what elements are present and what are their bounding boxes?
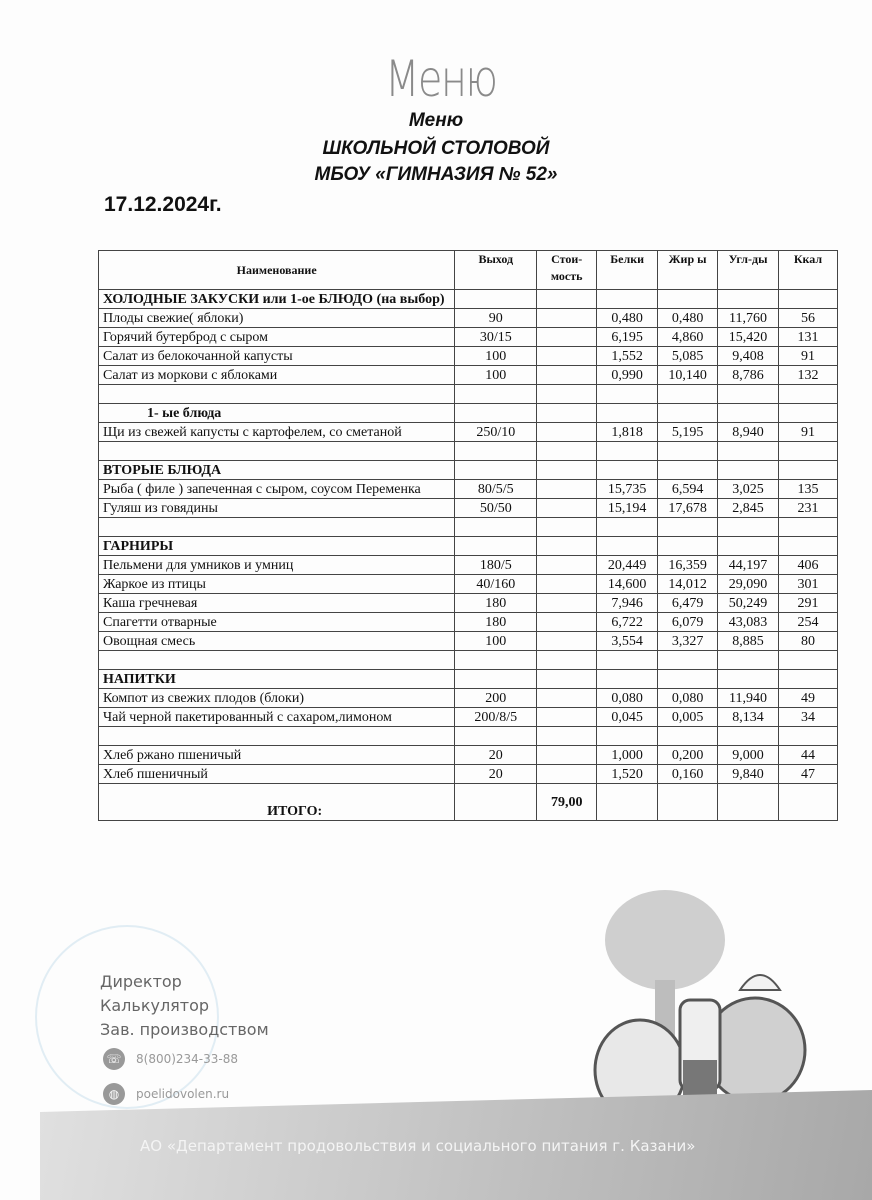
website: poelidovolen.ru [136,1087,230,1101]
table-row [99,461,838,480]
cell-out [455,518,537,537]
cell-f [658,651,718,670]
cell-k: 91 [779,347,838,366]
cell-f: 5,085 [658,347,718,366]
cell-out: 180 [455,613,537,632]
cell-c: 50,249 [718,594,779,613]
handwritten-title: Меню [385,50,497,108]
table-row [99,689,838,708]
table-row [99,746,838,765]
cell-cost [537,613,597,632]
dish-name [99,385,455,404]
cell-cost [537,442,597,461]
cell-f: 6,079 [658,613,718,632]
dish-name: Каша гречневая [99,594,455,613]
cell-c: 29,090 [718,575,779,594]
cell-k [779,518,838,537]
cell-out: 100 [455,632,537,651]
cell-cost [537,727,597,746]
phone-number: 8(800)234-33-88 [136,1052,239,1066]
menu-date: 17.12.2024г. [104,193,222,216]
cell-cost [537,556,597,575]
column-header: Наименование [99,251,455,290]
table-row [99,613,838,632]
cell-k [779,290,838,309]
cell-k: 301 [779,575,838,594]
cell-p: 6,722 [597,613,658,632]
cell-out [455,461,537,480]
total-label: ИТОГО: [99,784,455,821]
table-row [99,480,838,499]
cell-f: 0,080 [658,689,718,708]
cell-cost [537,347,597,366]
dish-name: Горячий бутерброд с сыром [99,328,455,347]
cell-p: 15,735 [597,480,658,499]
cell-cost [537,480,597,499]
cell-cost [537,746,597,765]
cell-p [597,651,658,670]
cell-k: 44 [779,746,838,765]
cell-k: 80 [779,632,838,651]
table-row [99,727,838,746]
cell-p [597,537,658,556]
cell-c: 9,840 [718,765,779,784]
table-row [99,423,838,442]
cell-p [597,290,658,309]
cell-p [597,385,658,404]
dish-name: ХОЛОДНЫЕ ЗАКУСКИ или 1-ое БЛЮДО (на выбор) [99,290,455,309]
table-row [99,518,838,537]
cell-c [718,518,779,537]
cell-out [455,784,537,821]
dish-name: НАПИТКИ [99,670,455,689]
cell-p [597,784,658,821]
cell-f: 10,140 [658,366,718,385]
cell-out: 50/50 [455,499,537,518]
cell-k [779,537,838,556]
cell-p: 0,080 [597,689,658,708]
cell-p [597,670,658,689]
cell-out [455,727,537,746]
table-row [99,537,838,556]
cell-out: 30/15 [455,328,537,347]
column-header: Жир ы [658,251,718,290]
dish-name: Щи из свежей капусты с картофелем, со сметаной [99,423,455,442]
cell-p: 0,990 [597,366,658,385]
cell-p [597,442,658,461]
cell-f: 6,594 [658,480,718,499]
table-row [99,632,838,651]
cell-f [658,290,718,309]
cell-out: 100 [455,366,537,385]
dish-name: Хлеб пшеничный [99,765,455,784]
table-row [99,651,838,670]
cell-k [779,727,838,746]
cell-c [718,651,779,670]
signature-director: Директор [100,972,182,991]
cell-f: 5,195 [658,423,718,442]
cell-p: 0,045 [597,708,658,727]
cell-cost [537,499,597,518]
cell-p: 6,195 [597,328,658,347]
column-header: Ккал [779,251,838,290]
cell-c: 8,134 [718,708,779,727]
dish-name: Плоды свежие( яблоки) [99,309,455,328]
phone-icon: ☏ [103,1048,125,1070]
cell-out: 40/160 [455,575,537,594]
cell-out: 200/8/5 [455,708,537,727]
cell-f: 14,012 [658,575,718,594]
cell-f: 4,860 [658,328,718,347]
cell-f [658,670,718,689]
cell-p: 14,600 [597,575,658,594]
cell-c: 8,940 [718,423,779,442]
cell-p: 20,449 [597,556,658,575]
cell-cost [537,765,597,784]
cell-c [718,385,779,404]
cell-f: 0,480 [658,309,718,328]
cell-out: 20 [455,765,537,784]
cell-cost [537,575,597,594]
dish-name: Чай черной пакетированный с сахаром,лимоном [99,708,455,727]
cell-k: 291 [779,594,838,613]
cell-c: 8,885 [718,632,779,651]
cell-p: 3,554 [597,632,658,651]
cell-f [658,404,718,423]
cell-f: 16,359 [658,556,718,575]
table-row [99,708,838,727]
cell-cost [537,594,597,613]
globe-icon: ◍ [103,1083,125,1105]
signature-production-head: Зав. производством [100,1020,269,1039]
cell-cost [537,708,597,727]
cell-cost [537,518,597,537]
cell-f [658,442,718,461]
cell-cost [537,651,597,670]
cell-out [455,404,537,423]
cell-cost [537,537,597,556]
cell-k: 231 [779,499,838,518]
cell-k [779,461,838,480]
cell-cost [537,689,597,708]
dish-name: Гуляш из говядины [99,499,455,518]
title-canteen: ШКОЛЬНОЙ СТОЛОВОЙ [322,138,550,159]
cell-p: 15,194 [597,499,658,518]
cell-out [455,442,537,461]
cell-cost [537,366,597,385]
dish-name: Пельмени для умников и умниц [99,556,455,575]
cell-out [455,670,537,689]
cell-cost [537,632,597,651]
cell-out: 20 [455,746,537,765]
cell-p: 7,946 [597,594,658,613]
dish-name [99,651,455,670]
table-row [99,347,838,366]
cell-p: 1,000 [597,746,658,765]
cell-cost [537,461,597,480]
cell-c [718,442,779,461]
cell-f [658,518,718,537]
cell-out: 250/10 [455,423,537,442]
cell-k: 49 [779,689,838,708]
table-row [99,309,838,328]
dish-name: Салат из белокочанной капусты [99,347,455,366]
cell-cost [537,290,597,309]
cell-k: 135 [779,480,838,499]
cell-p [597,518,658,537]
cell-p: 1,520 [597,765,658,784]
cell-k [779,385,838,404]
cell-p [597,727,658,746]
cell-f: 0,160 [658,765,718,784]
table-row [99,556,838,575]
cell-k [779,651,838,670]
dish-name [99,518,455,537]
cell-cost [537,328,597,347]
dish-name: Компот из свежих плодов (блоки) [99,689,455,708]
cell-c: 3,025 [718,480,779,499]
cell-k: 131 [779,328,838,347]
cell-c [718,727,779,746]
cell-f [658,784,718,821]
table-row [99,404,838,423]
cell-k [779,670,838,689]
cell-f [658,461,718,480]
table-row [99,366,838,385]
cell-c: 43,083 [718,613,779,632]
dish-name: Хлеб ржано пшеничый [99,746,455,765]
cell-out: 180 [455,594,537,613]
cell-cost [537,670,597,689]
cell-cost [537,423,597,442]
table-row [99,290,838,309]
cell-out: 180/5 [455,556,537,575]
column-header: Выход [455,251,537,290]
cell-k [779,784,838,821]
cell-f: 6,479 [658,594,718,613]
dish-name: ГАРНИРЫ [99,537,455,556]
dish-name: Жаркое из птицы [99,575,455,594]
dish-name: Овощная смесь [99,632,455,651]
cell-c [718,670,779,689]
cell-cost [537,309,597,328]
cell-k: 34 [779,708,838,727]
column-header: Белки [597,251,658,290]
cell-p [597,404,658,423]
cell-c: 15,420 [718,328,779,347]
cell-c: 9,000 [718,746,779,765]
cell-out [455,537,537,556]
table-row [99,385,838,404]
cell-f: 3,327 [658,632,718,651]
cell-out: 90 [455,309,537,328]
dish-name: ВТОРЫЕ БЛЮДА [99,461,455,480]
cell-k: 56 [779,309,838,328]
cell-cost [537,385,597,404]
cell-p [597,461,658,480]
cell-f [658,385,718,404]
table-row [99,575,838,594]
dish-name [99,442,455,461]
cell-f: 17,678 [658,499,718,518]
cell-out [455,290,537,309]
table-row [99,765,838,784]
dish-name: Салат из моркови с яблоками [99,366,455,385]
cell-f: 0,005 [658,708,718,727]
cell-c [718,290,779,309]
cell-k [779,442,838,461]
cell-c: 2,845 [718,499,779,518]
cell-p: 1,552 [597,347,658,366]
total-cost: 79,00 [537,784,597,821]
cell-k: 254 [779,613,838,632]
cell-k: 91 [779,423,838,442]
cell-k: 47 [779,765,838,784]
dish-name: Спагетти отварные [99,613,455,632]
cell-out [455,385,537,404]
table-row [99,594,838,613]
cell-k: 406 [779,556,838,575]
total-row [99,784,838,821]
title-school: МБОУ «ГИМНАЗИЯ № 52» [314,164,558,185]
cell-out: 80/5/5 [455,480,537,499]
cell-cost [537,404,597,423]
cell-p: 1,818 [597,423,658,442]
cell-c [718,784,779,821]
cell-f [658,727,718,746]
cell-p: 0,480 [597,309,658,328]
cell-out: 200 [455,689,537,708]
cell-c: 11,940 [718,689,779,708]
menu-table [98,250,838,821]
cell-c [718,404,779,423]
cell-k: 132 [779,366,838,385]
cell-c: 11,760 [718,309,779,328]
table-row [99,442,838,461]
cell-k [779,404,838,423]
cell-f: 0,200 [658,746,718,765]
cell-c: 9,408 [718,347,779,366]
cell-c [718,537,779,556]
title-menu: Меню [408,110,464,131]
column-header: Стои-мость [537,251,597,290]
organization-name: АО «Департамент продовольствия и социального питания г. Казани» [140,1137,696,1155]
cell-c: 8,786 [718,366,779,385]
table-row [99,328,838,347]
cell-f [658,537,718,556]
dish-name: Рыба ( филе ) запеченная с сыром, соусом Переменка [99,480,455,499]
signature-calculator: Калькулятор [100,996,210,1015]
table-row [99,670,838,689]
column-header: Угл-ды [718,251,779,290]
dish-name: 1- ые блюда [99,404,455,423]
table-row [99,499,838,518]
dish-name [99,727,455,746]
cell-c: 44,197 [718,556,779,575]
cell-out [455,651,537,670]
cell-out: 100 [455,347,537,366]
cell-c [718,461,779,480]
